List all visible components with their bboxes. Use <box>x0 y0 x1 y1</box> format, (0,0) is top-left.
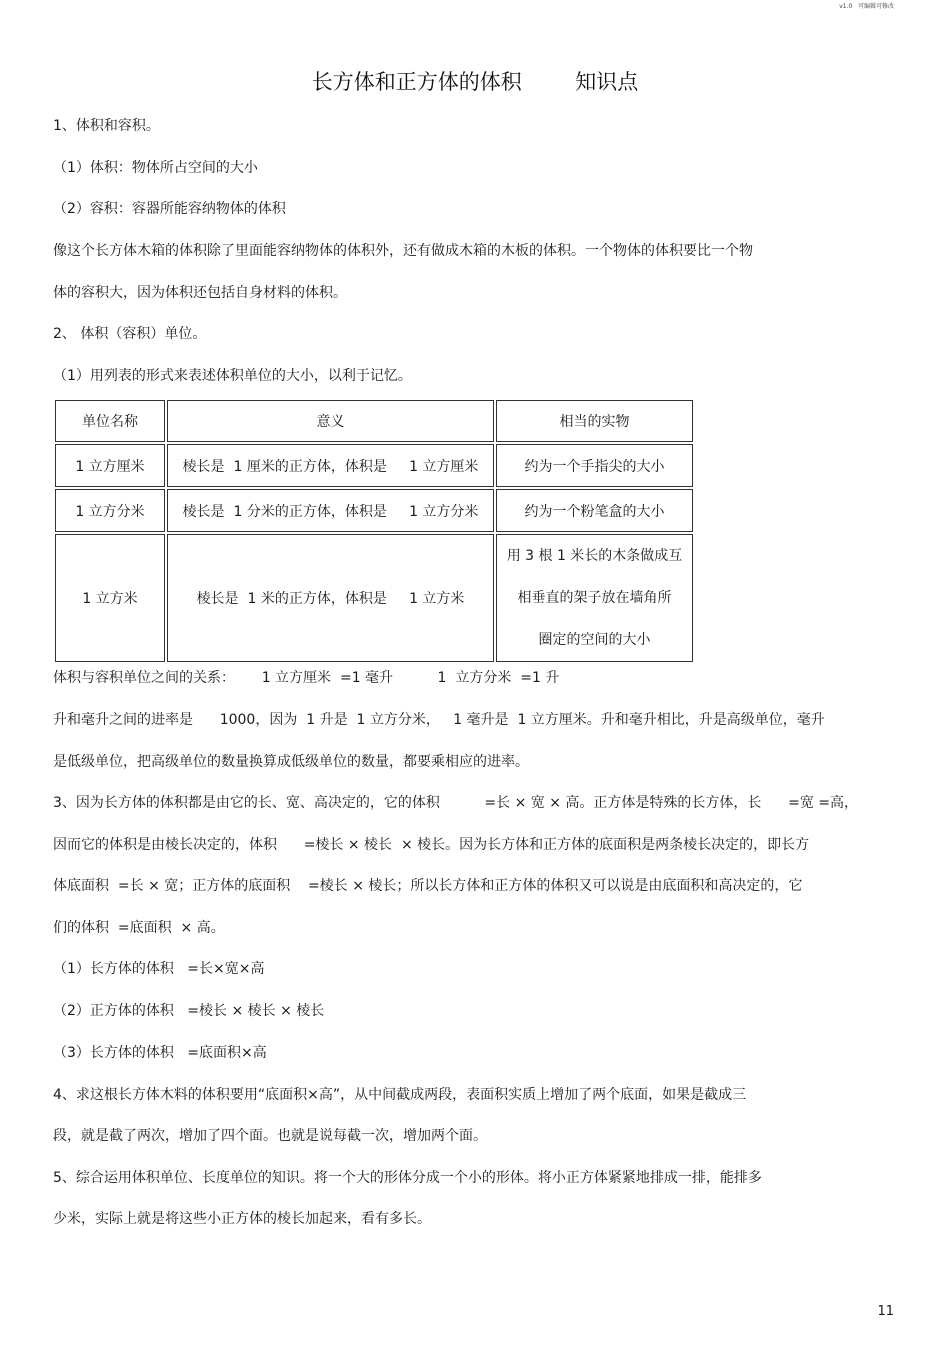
table-cell: 约为一个粉笔盒的大小 <box>496 489 693 532</box>
paragraph: 少米，实际上就是将这些小正方体的棱长加起来，看有多长。 <box>53 1211 431 1227</box>
paragraph: 升和毫升之间的进率是 1000，因为 1 升是 1 立方分米， 1 毫升是 1 立方厘米。升和毫升相比，升是高级单位，毫升 <box>53 712 825 728</box>
table-header-cell: 相当的实物 <box>496 400 693 442</box>
paragraph: 像这个长方体木箱的体积除了里面能容纳物体的体积外，还有做成木箱的木板的体积。一个物体的体积要比一个物 <box>53 243 753 259</box>
formula-line: （1）长方体的体积 =长×宽×高 <box>53 961 265 977</box>
heading-5: 5、综合运用体积单位、长度单位的知识。将一个大的形体分成一个小的形体。将小正方体紧紧地排成一排，能排多 <box>53 1170 762 1186</box>
table-cell: 棱长是 1 分米的正方体，体积是 1 立方分米 <box>167 489 494 532</box>
paragraph: 们的体积 =底面积 × 高。 <box>53 920 225 936</box>
page-number: 11 <box>877 1304 894 1319</box>
table-header-cell: 意义 <box>167 400 494 442</box>
formula-line: （3）长方体的体积 =底面积×高 <box>53 1045 267 1061</box>
paragraph: 体底面积 =长 × 宽；正方体的底面积 =棱长 × 棱长；所以长方体和正方体的体积又可以说是由底面积和高决定的，它 <box>53 878 803 894</box>
page-header-note: v1.0 可编辑可修改 <box>839 3 894 10</box>
heading-2: 2、 体积（容积）单位。 <box>53 326 207 342</box>
paragraph: （1）体积：物体所占空间的大小 <box>53 160 258 176</box>
volume-units-table <box>53 398 695 664</box>
page-title: 长方体和正方体的体积 知识点 <box>311 70 639 94</box>
table-header-cell: 单位名称 <box>55 400 165 442</box>
heading-4: 4、求这根长方体木料的体积要用“底面积×高”，从中间截成两段，表面积实质上增加了两个底面，如果是截成三 <box>53 1087 747 1103</box>
table-cell: 1 立方分米 <box>55 489 165 532</box>
heading-3: 3、因为长方体的体积都是由它的长、宽、高决定的，它的体积 =长 × 宽 × 高。正方体是特殊的长方体，长 =宽 =高， <box>53 795 859 811</box>
heading-1: 1、体积和容积。 <box>53 118 160 134</box>
paragraph: （2）容积：容器所能容纳物体的体积 <box>53 201 286 217</box>
table-row <box>55 534 693 662</box>
paragraph: 段，就是截了两次，增加了四个面。也就是说每截一次，增加两个面。 <box>53 1128 487 1144</box>
paragraph: 体积与容积单位之间的关系： 1 立方厘米 =1 毫升 1 立方分米 =1 升 <box>53 670 560 686</box>
table-cell: 约为一个手指尖的大小 <box>496 444 693 487</box>
table-row <box>55 444 693 487</box>
table-cell: 1 立方米 <box>55 534 165 662</box>
table-cell: 用 3 根 1 米长的木条做成互 相垂直的架子放在墙角所 圈定的空间的大小 <box>496 534 693 662</box>
paragraph: 是低级单位，把高级单位的数量换算成低级单位的数量，都要乘相应的进率。 <box>53 754 529 770</box>
table-cell: 棱长是 1 厘米的正方体，体积是 1 立方厘米 <box>167 444 494 487</box>
formula-line: （2）正方体的体积 =棱长 × 棱长 × 棱长 <box>53 1003 325 1019</box>
paragraph: 体的容积大，因为体积还包括自身材料的体积。 <box>53 285 347 301</box>
table-cell: 1 立方厘米 <box>55 444 165 487</box>
table-header-row <box>55 400 693 442</box>
paragraph: （1）用列表的形式来表述体积单位的大小，以利于记忆。 <box>53 368 412 384</box>
table-row <box>55 489 693 532</box>
paragraph: 因而它的体积是由棱长决定的，体积 =棱长 × 棱长 × 棱长。因为长方体和正方体的底面积是两条棱长决定的，即长方 <box>53 837 810 853</box>
table-cell: 棱长是 1 米的正方体，体积是 1 立方米 <box>167 534 494 662</box>
